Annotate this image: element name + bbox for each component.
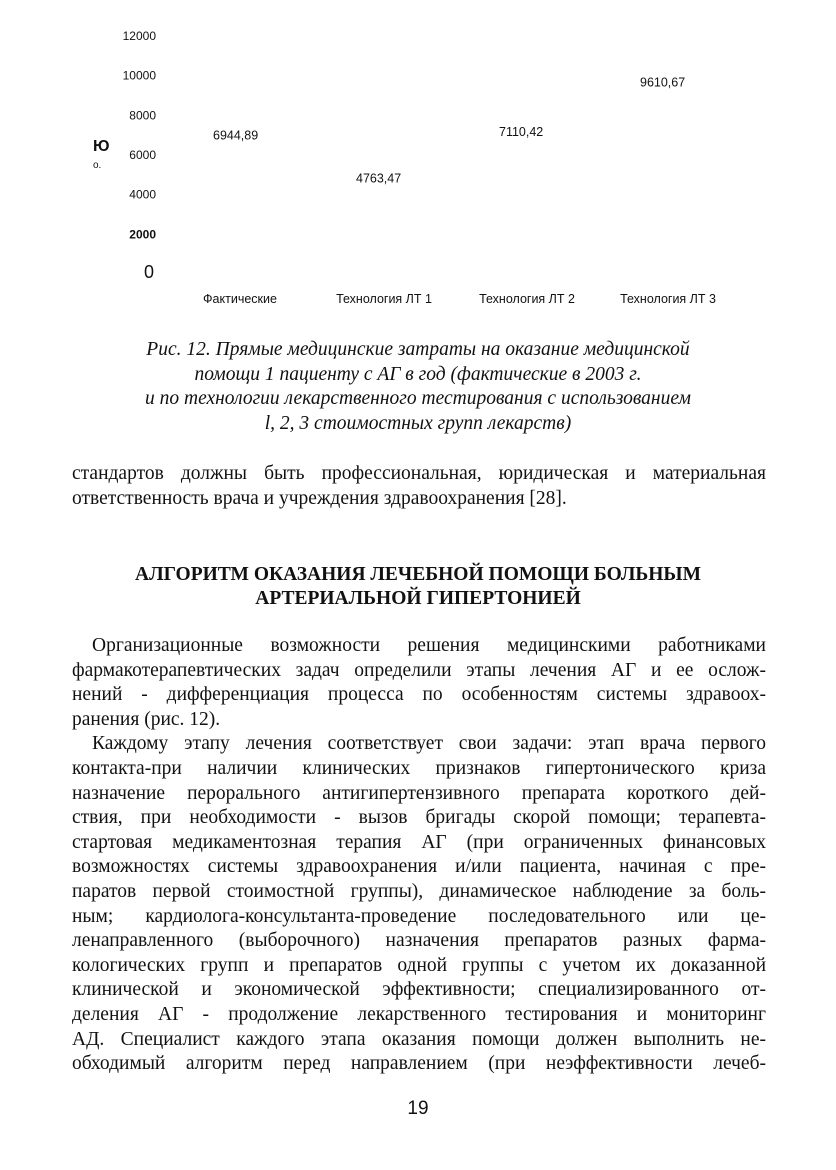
continuation-paragraph [72, 462, 766, 511]
text-line: обходимый алгоритм перед направлением (при неэффективности лечеб- [72, 1053, 766, 1075]
text-line: Каждому этапу лечения соответствует свои задачи: этап врача первого [92, 733, 766, 755]
text-line: фармакотерапевтических задач определили этапы лечения АГ и ее ослож- [72, 659, 766, 681]
text-line: стандартов должны быть профессиональная, юридическая и материальная [72, 463, 766, 484]
text-line: паратов первой стоимостной группы), динамическое наблюдение за боль- [72, 880, 766, 902]
text-line: нений - дифференциация процесса по особенностям системы здравоох- [72, 684, 766, 706]
x-tick-label: Технология ЛТ 3 [620, 292, 716, 306]
text-line: кологических групп и препаратов одной группы с учетом их доказанной [72, 954, 766, 976]
text-line: АД. Специалист каждого этапа оказания помощи должен выполнить не- [72, 1028, 766, 1050]
x-tick-label: Фактические [203, 292, 277, 306]
y-axis-label-1: Ю [93, 138, 110, 155]
y-tick-label: 8000 [129, 108, 156, 123]
text-line: ответственность врача и учреждения здравоохранения [28]. [72, 487, 567, 509]
caption-line: и по технологии лекарственного тестирования с использованием [145, 388, 691, 409]
text-line: возможностях системы здравоохранения и/или пациента, начиная с пре- [72, 856, 766, 878]
data-label: 6944,89 [213, 128, 259, 143]
text-line: контакта-при наличии клинических признаков гипертонического криза [72, 757, 766, 779]
y-axis-ticks [123, 29, 157, 282]
y-tick-label: 12000 [122, 29, 156, 43]
y-tick-label: 10000 [122, 68, 156, 83]
section-title [60, 563, 776, 611]
page-number: 19 [407, 1098, 429, 1119]
text-line: назначение перорального антигипертензивного препарата короткого дей- [72, 782, 766, 804]
text-line: стартовая медикаментозная терапия АГ (при ограниченных финансовых [72, 831, 766, 853]
text-line: Организационные возможности решения медицинскими работниками [92, 635, 766, 656]
x-tick-label: Технология ЛТ 1 [336, 292, 432, 306]
data-label: 4763,47 [356, 171, 402, 186]
caption-line: l, 2, 3 стоимостных групп лекарств) [264, 412, 572, 434]
data-labels [213, 75, 685, 185]
y-tick-label: 4000 [129, 187, 156, 202]
caption-line: помощи 1 пациенту с АГ в год (фактические в 2003 г. [194, 363, 642, 385]
y-tick-label: 2000 [129, 227, 156, 242]
text-line: ным; кардиолога-консультанта-проведение последовательного или це- [72, 905, 766, 927]
caption-line: Рис. 12. Прямые медицинские затраты на оказание медицинской [146, 339, 690, 360]
body-text [72, 634, 766, 1077]
text-line: ствия, при необходимости - вызов бригады скорой помощи; терапевта- [72, 807, 766, 829]
figure-caption [60, 338, 776, 436]
data-label: 7110,42 [499, 124, 544, 139]
text-line: клинической и экономической эффективности; специализированного от- [72, 979, 766, 1001]
text-line: ленаправленного (выборочного) назначения препаратов разных фарма- [72, 930, 766, 952]
y-tick-label: 0 [143, 262, 154, 282]
cost-chart [0, 0, 836, 320]
section-title-line: АРТЕРИАЛЬНОЙ ГИПЕРТОНИЕЙ [255, 588, 581, 609]
x-tick-label: Технология ЛТ 2 [479, 292, 575, 306]
y-axis-label-2: о. [93, 160, 102, 171]
text-line: ранения (рис. 12). [72, 708, 221, 730]
section-title-line: АЛГОРИТМ ОКАЗАНИЯ ЛЕЧЕБНОЙ ПОМОЩИ БОЛЬНЫМ [135, 564, 701, 585]
x-axis-categories [203, 292, 716, 306]
y-tick-label: 6000 [129, 148, 156, 162]
data-label: 9610,67 [640, 75, 686, 90]
text-line: деления АГ - продолжение лекарственного тестирования и мониторинг [72, 1003, 766, 1025]
